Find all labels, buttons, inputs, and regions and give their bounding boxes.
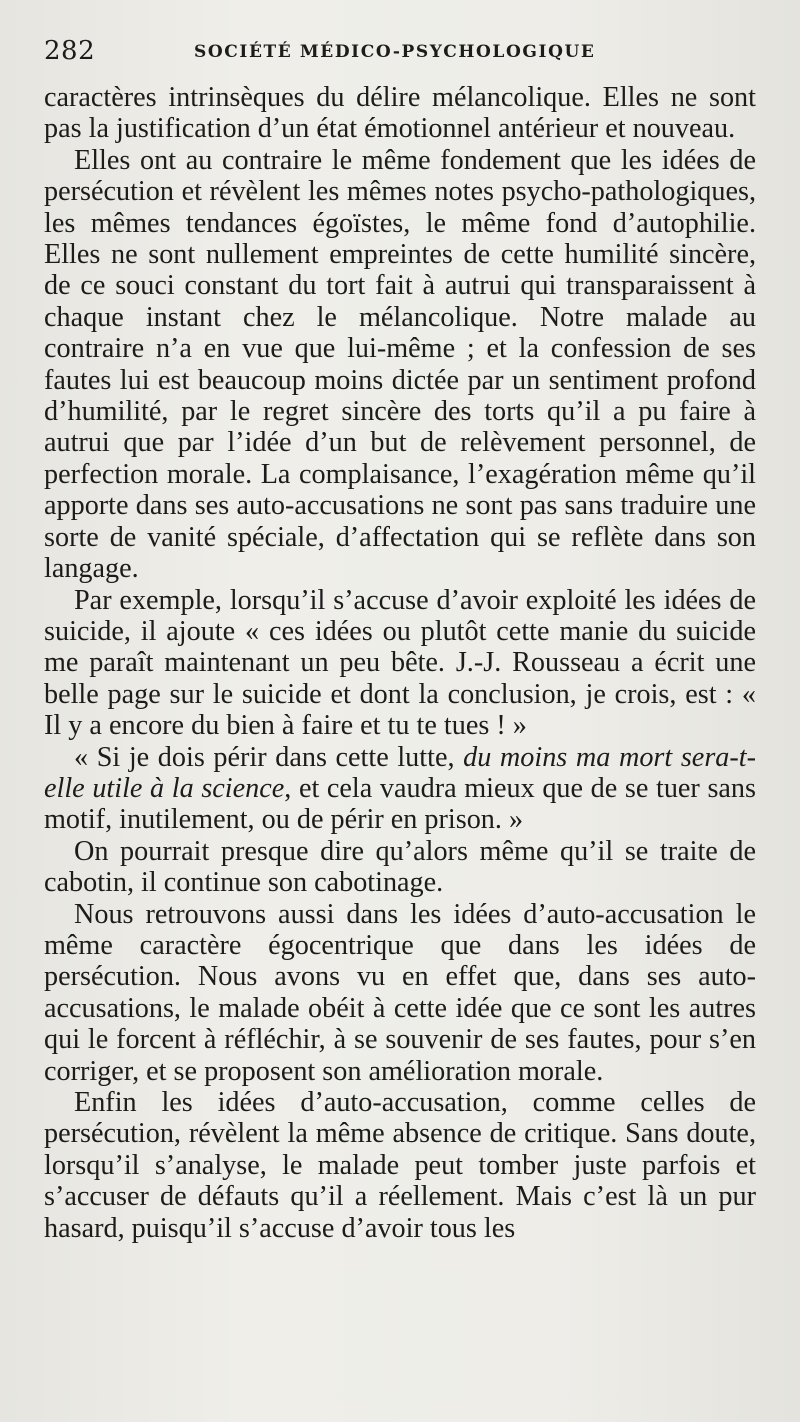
paragraph [44,899,756,1087]
paragraph [44,742,756,836]
paragraph [44,82,756,145]
page-header [44,36,752,70]
page-number: 282 [44,36,96,66]
paragraph-text: Par exemple, lorsqu’il s’accuse d’avoir exploité les idées de suicide, il ajoute « ces idées ou plutôt cette manie du suicide me paraît maintenant un peu bête. J.-J. Rousseau a écrit une belle page sur le suicide et dont la conclusion, je crois, est : « Il y a encore du bien à faire et tu te tues ! » [44,584,756,742]
paragraph-text: Enfin les idées d’auto-accusation, comme celles de persécution, révèlent la même absence de critique. Sans doute, lorsqu’il s’analyse, le malade peut tomber juste parfois et s’accuser de défauts qu’il a réellement. Mais c’est là un pur hasard, puisqu’il s’accuse d’avoir tous les [44,1087,756,1244]
paragraph [44,585,756,742]
paragraph [44,836,756,899]
paragraph-text: « Si je dois périr dans cette lutte, [74,741,464,773]
paragraph-text: On pourrait presque dire qu’alors même qu’il se traite de cabotin, il continue son cabotinage. [44,835,756,899]
italic-text: du moins ma mort sera-t-elle utile à la science [44,741,756,804]
paragraph [44,145,756,585]
running-head: SOCIÉTÉ MÉDICO-PSYCHOLOGIQUE [194,42,596,62]
paragraph-text: Nous retrouvons aussi dans les idées d’auto-accusation le même caractère égocentrique que dans les idées de persécution. Nous avons vu en effet que, dans ses auto-accusations, le malade obéit à cette idée que ce sont les autres qui le forcent à réfléchir, à se souvenir de ses fautes, pour s’en corriger, et se proposent son amélioration morale. [44,898,756,1087]
paragraph [44,1087,756,1244]
paragraph-text: Elles ont au contraire le même fondement que les idées de persécution et révèlent les mêmes notes psycho-pathologiques, les mêmes tendances égoïstes, le même fond d’autophilie. Elles ne sont nullement empreintes de cette humilité sincère, de ce souci constant du tort fait à autrui qui transparaissent à chaque instant chez le mélancolique. Notre malade au contraire n’a en vue que lui-même ; et la confession de ses fautes lui est beaucoup moins dictée par un sentiment profond d’humilité, par le regret sincère des torts qu’il a pu faire à autrui que par l’idée d’un but de relèvement personnel, de perfection morale. La complaisance, l’exagération même qu’il apporte dans ses auto-accusations ne sont pas sans traduire une sorte de vanité spéciale, d’affectation qui se reflète dans son langage. [44,144,756,585]
paragraph-text: caractères intrinsèques du délire mélancolique. Elles ne sont pas la justification d’un état émotionnel antérieur et nouveau. [44,82,756,145]
body-text [44,82,756,1244]
paragraph-text: , et cela vaudra mieux que de se tuer sans motif, inutilement, ou de périr en prison. » [44,772,756,836]
